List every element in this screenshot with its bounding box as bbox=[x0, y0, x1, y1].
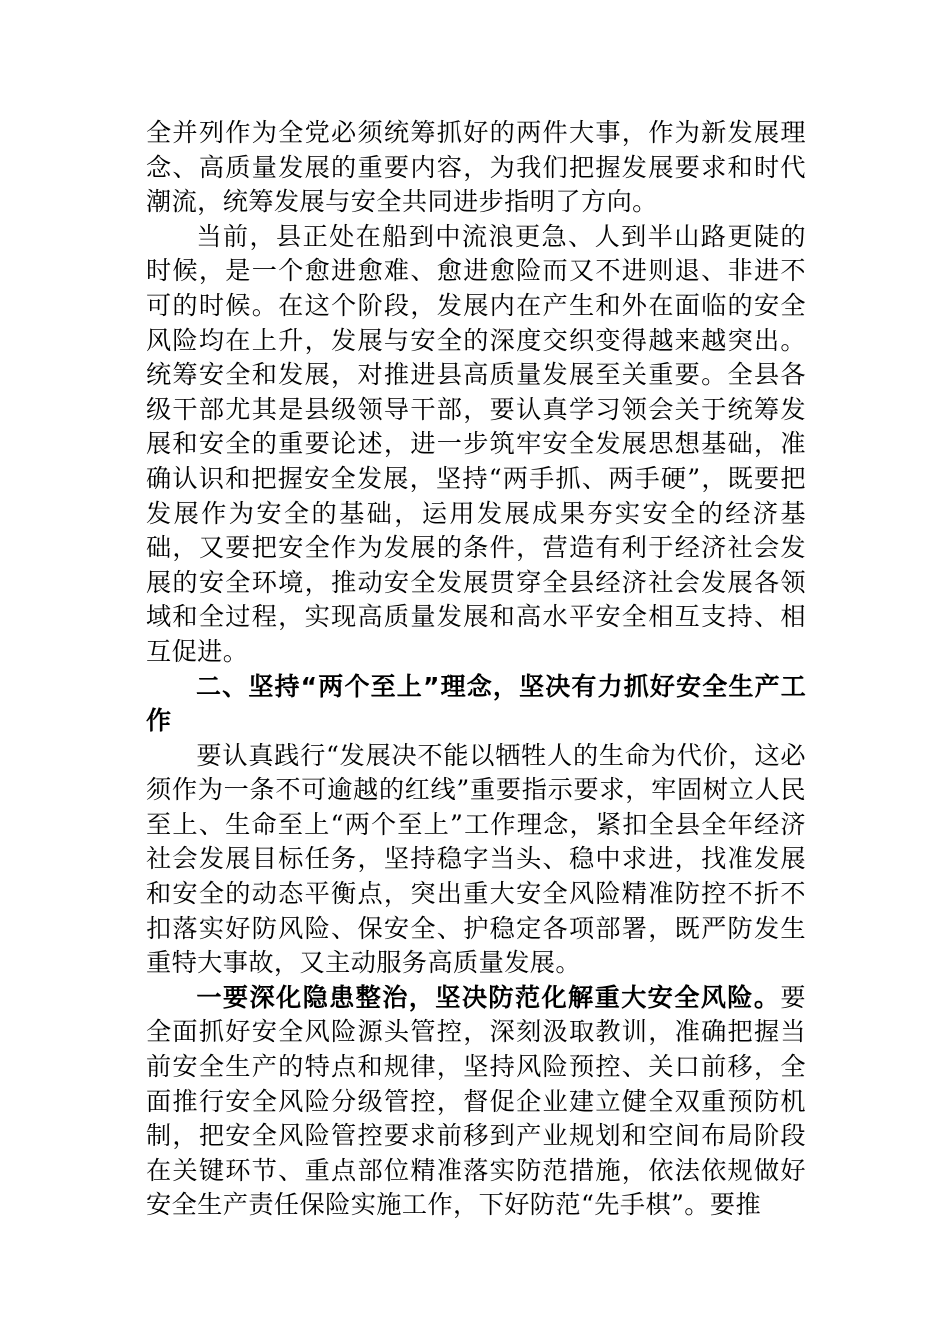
paragraph-current-situation: 当前，县正处在船到中流浪更急、人到半山路更陡的时候，是一个愈进愈难、愈进愈险而又不进则退、非进不可的时候。在这个阶段，发展内在产生和外在面临的安全风险均在上升，发展与安全的深度交织变得越来越突出。统筹安全和发展，对推进县高质量发展至关重要。全县各级干部尤其是县级领导干部，要认真学习领会关于统筹发展和安全的重要论述，进一步筑牢安全发展思想基础，准确认识和把握安全发展，坚持“两手抓、两手硬”，既要把发展作为安全的基础，运用发展成果夯实安全的经济基础，又要把安全作为发展的条件，营造有利于经济社会发展的安全环境，推动安全发展贯穿全县经济社会发展各领域和全过程，实现高质量发展和高水平安全相互支持、相互促进。 bbox=[146, 221, 806, 666]
section-heading: 二、坚持“两个至上”理念，坚决有力抓好安全生产工作 bbox=[146, 671, 806, 736]
paragraph-continuation: 全并列作为全党必须统筹抓好的两件大事，作为新发展理念、高质量发展的重要内容，为我们把握发展要求和时代潮流，统筹发展与安全共同进步指明了方向。 bbox=[146, 118, 806, 217]
paragraph-lead-bold: 一要深化隐患整治，坚决防范化解重大安全风险。 bbox=[196, 982, 781, 1012]
document-body bbox=[146, 116, 806, 1223]
paragraph-body-text: 要全面抓好安全风险源头管控，深刻汲取教训，准确把握当前安全生产的特点和规律，坚持风险预控、关口前移，全面推行安全风险分级管控，督促企业建立健全双重预防机制，把安全风险管控要求前移到产业规划和空间布局阶段在关键环节、重点部位精准落实防范措施，依法依规做好安全生产责任保险实施工作，下好防范“先手棋”。要推 bbox=[146, 982, 806, 1220]
paragraph-first-requirement bbox=[146, 981, 806, 1223]
paragraph-section-intro: 要认真践行“发展决不能以牺牲人的生命为代价，这必须作为一条不可逾越的红线”重要指示要求，牢固树立人民至上、生命至上“两个至上”工作理念，紧扣全县全年经济社会发展目标任务，坚持稳字当头、稳中求进，找准发展和安全的动态平衡点，突出重大安全风险精准防控不折不扣落实好防风险、保安全、护稳定各项部署，既严防发生重特大事故，又主动服务高质量发展。 bbox=[146, 740, 806, 978]
